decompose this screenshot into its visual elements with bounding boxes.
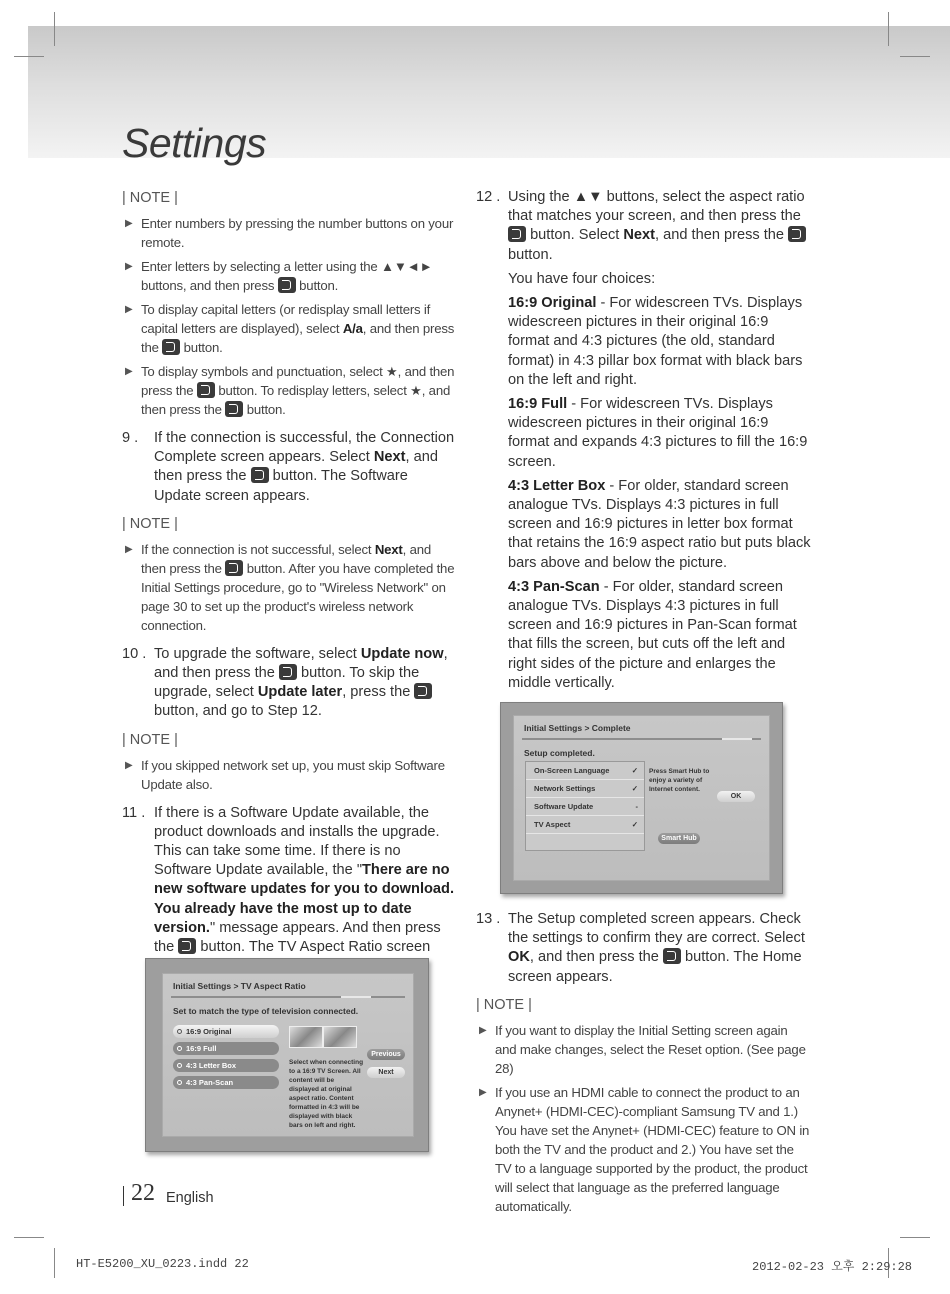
radio-icon [177, 1080, 182, 1085]
choice-text: - For widescreen TVs. Displays widescreen pictures in their original 16:9 format and 4:3 pictures (the old, standard format) in 4:3 pillar box format with black bars on the left and right. [508, 295, 803, 388]
enter-button-icon [162, 339, 180, 355]
note-heading: | NOTE | [122, 731, 178, 748]
step-text: If there is a Software Update available, the product downloads and installs the upgrade. This can take some time. If there is no Software Update available, the " [154, 804, 440, 879]
note-text: If you skipped network set up, you must skip Software Update also. [141, 757, 445, 792]
note-text: button. [183, 340, 223, 355]
step-text: , and then press the [154, 449, 438, 485]
note-list [122, 756, 457, 794]
step-number: 12 . [476, 189, 501, 205]
choice-text: - For widescreen TVs. Displays widescreen pictures in their original 16:9 format and expands 4:3 pictures to fill the 16:9 screen. [508, 396, 808, 470]
note-text: , and then press the [141, 541, 431, 576]
right-column-lower [476, 910, 811, 1226]
row-label: Software Update [534, 802, 594, 811]
page-number: 22 [131, 1180, 155, 1206]
crop-mark [900, 56, 930, 57]
enter-button-icon [414, 683, 432, 699]
note-list [122, 214, 457, 419]
choice-title: 4:3 Pan-Scan [508, 578, 600, 595]
screen-message: Setup completed. [524, 748, 595, 758]
option-4-3-pan-scan[interactable] [173, 1076, 279, 1089]
right-column [476, 188, 811, 703]
note-item [122, 257, 457, 295]
option-label: 4:3 Letter Box [186, 1061, 237, 1070]
step-bold: Update now [360, 645, 444, 662]
choice-4-3-letter-box [508, 477, 811, 573]
note-text: Enter letters by selecting a letter using the ▲▼◄► buttons, and then press [141, 259, 433, 293]
step-text: button, and go to Step 12. [154, 703, 322, 720]
progress-current [341, 996, 371, 998]
left-column [122, 188, 457, 986]
check-icon: ✓ [631, 784, 638, 793]
crop-mark [14, 1237, 44, 1238]
bullet-icon: ▶ [125, 261, 133, 272]
step-text: button. The Software Update screen appears. [154, 468, 408, 504]
note-bold: Next [374, 541, 403, 557]
radio-icon [177, 1063, 182, 1068]
ok-button[interactable]: OK [717, 791, 755, 802]
note-item [476, 1083, 811, 1216]
enter-button-icon [663, 948, 681, 964]
progress-current [722, 738, 752, 740]
step-12 [476, 188, 811, 693]
note-text: To display capital letters (or redisplay small letters if capital letters are displayed), select [141, 302, 431, 336]
step-text: To upgrade the software, select [154, 645, 357, 662]
enter-button-icon [508, 226, 526, 242]
bullet-icon: ▶ [125, 304, 133, 315]
note-text: To display symbols and punctuation, select ★, and then press the [141, 364, 455, 398]
note-item [122, 300, 457, 357]
enter-button-icon [225, 401, 243, 417]
crop-mark [54, 12, 55, 46]
step-bold: Update later [257, 684, 343, 701]
step-paragraph [508, 188, 811, 265]
screen-message: Set to match the type of television connected. [173, 1006, 359, 1016]
enter-button-icon [178, 938, 196, 954]
note-item [122, 540, 457, 635]
note-item [476, 1021, 811, 1078]
radio-icon [177, 1029, 182, 1034]
enter-button-icon [251, 467, 269, 483]
step-text: " message appears. And then press the [154, 919, 441, 956]
note-item [122, 756, 457, 794]
step-bold: There are no new software updates for you to download. You already have the most up to date version. [154, 862, 454, 936]
setup-complete-screen [500, 702, 783, 894]
note-item [122, 362, 457, 419]
page-title: Settings [122, 120, 267, 166]
choice-16-9-full [508, 395, 811, 472]
crop-mark [54, 1248, 55, 1278]
note-text: If you want to display the Initial Setting screen again and make changes, select the Reset option. (See page 28) [495, 1022, 806, 1076]
step-text: If the connection is successful, the Connection Complete screen appears. Select [154, 430, 455, 466]
note-heading: | NOTE | [122, 190, 178, 206]
step-9 [122, 429, 457, 506]
aspect-ratio-screen [145, 958, 429, 1152]
preview-image [323, 1026, 357, 1048]
option-16-9-full[interactable] [173, 1042, 279, 1055]
check-icon: ✓ [631, 766, 638, 775]
row-label: On-Screen Language [534, 766, 610, 775]
note-heading: | NOTE | [122, 515, 178, 532]
step-bold: Next [373, 449, 406, 466]
note-list [122, 540, 457, 635]
option-16-9-original[interactable] [173, 1025, 279, 1038]
smart-hub-button[interactable]: Smart Hub [658, 833, 700, 844]
step-text: button. The Home screen appears. [508, 949, 802, 985]
bullet-icon: ▶ [479, 1086, 487, 1098]
note-text: Enter numbers by pressing the number buttons on your remote. [141, 216, 454, 250]
step-13 [476, 910, 811, 987]
note-text: , and then press the [141, 321, 455, 355]
step-text: button. Select [530, 227, 620, 244]
step-text: button. The TV Aspect Ratio screen [200, 939, 431, 956]
note-text: button. After you have completed the Initial Settings procedure, go to "Wireless Network" on page 30 to set up the product's wireless network connection. [141, 560, 455, 633]
step-text: Using the ▲▼ buttons, select the aspect ratio that matches your screen, and then press the [508, 189, 805, 225]
option-label: 16:9 Full [186, 1044, 217, 1053]
page-language: English [166, 1190, 214, 1206]
enter-button-icon [225, 560, 243, 576]
summary-row [526, 762, 644, 780]
option-label: 16:9 Original [186, 1027, 232, 1036]
note-text: button. To redisplay letters, select ★, and then press the [141, 383, 451, 417]
step-text: , press the [342, 684, 411, 701]
smart-hub-hint: Press Smart Hub to enjoy a variety of Internet content. [649, 768, 710, 793]
step-paragraph: You have four choices: [508, 270, 656, 287]
next-button[interactable]: Next [367, 1067, 405, 1078]
note-text: button. [299, 278, 339, 293]
note-text: If the connection is not successful, select [141, 541, 372, 557]
step-text: , and then press the [529, 949, 659, 966]
note-bold: A/a [342, 321, 363, 336]
summary-row [526, 780, 644, 798]
step-bold: OK [508, 949, 530, 966]
step-text: , and then press the [655, 227, 785, 244]
print-slug-file: HT-E5200_XU_0223.indd 22 [76, 1257, 249, 1271]
choice-title: 16:9 Original [508, 295, 597, 312]
screen-panel [162, 973, 414, 1137]
step-number: 11 . [122, 804, 146, 821]
step-text: The Setup completed screen appears. Check the settings to confirm they are correct. Select [508, 911, 805, 947]
enter-button-icon [278, 277, 296, 293]
note-text: button. [246, 402, 286, 417]
summary-row-empty [526, 834, 644, 850]
bullet-icon: ▶ [125, 543, 133, 555]
step-text: , and then press the [154, 645, 448, 682]
step-bold: Next [623, 227, 656, 244]
bullet-icon: ▶ [125, 759, 133, 771]
screen-breadcrumb: Initial Settings > TV Aspect Ratio [173, 981, 306, 991]
enter-button-icon [279, 664, 297, 680]
choice-title: 16:9 Full [508, 396, 568, 413]
bullet-icon: ▶ [125, 366, 133, 377]
check-icon: ✓ [631, 820, 638, 829]
preview-image [289, 1026, 323, 1048]
step-number: 9 . [122, 430, 139, 446]
summary-row [526, 798, 644, 816]
row-label: Network Settings [534, 784, 596, 793]
crop-mark [900, 1237, 930, 1238]
option-4-3-letter-box[interactable] [173, 1059, 279, 1072]
screen-breadcrumb: Initial Settings > Complete [524, 723, 631, 733]
note-text: If you use an HDMI cable to connect the product to an Anynet+ (HDMI-CEC)-compliant Samsung TV and 1.) You have set the Anynet+ (HDMI-CEC) feature to ON in both the TV and the product and 2.) You have set the TV to a language supported by the product, the product will select that language as the preferred language automatically. [495, 1084, 810, 1214]
choice-title: 4:3 Letter Box [508, 477, 606, 494]
choice-text: - For older, standard screen analogue TVs. Displays 4:3 pictures in full screen and 16:9 pictures in Pan-Scan format that fills the screen, but cuts off the left and right sides of the picture and enlarges the middle vertically. [508, 578, 797, 691]
step-number: 13 . [476, 911, 501, 927]
note-list [476, 1021, 811, 1216]
enter-button-icon [788, 226, 806, 242]
settings-summary-table [525, 761, 645, 851]
previous-button[interactable]: Previous [367, 1049, 405, 1060]
row-label: TV Aspect [534, 820, 571, 829]
step-11 [122, 804, 457, 977]
note-item [122, 214, 457, 252]
crop-mark [888, 12, 889, 46]
choice-text: - For older, standard screen analogue TVs. Displays 4:3 pictures in full screen and 16:9 pictures in letter box format that retains the 16:9 aspect ratio but puts black bars above and below the picture. [508, 477, 811, 571]
note-heading: | NOTE | [476, 996, 532, 1013]
radio-icon [177, 1046, 182, 1051]
option-description: Select when connecting to a 16:9 TV Screen. All content will be displayed at original aspect ratio. Content formatted in 4:3 will be displayed with black bars on left and right. [289, 1059, 364, 1129]
print-slug-date: 2012-02-23 오후 2:29:28 [752, 1260, 913, 1274]
step-10 [122, 645, 457, 722]
footer-divider [123, 1186, 124, 1206]
step-text: button. To skip the upgrade, select [154, 665, 420, 701]
crop-mark [14, 56, 44, 57]
choice-16-9-original [508, 294, 811, 390]
step-text: button. [508, 246, 553, 263]
option-label: 4:3 Pan-Scan [186, 1078, 234, 1087]
bullet-icon: ▶ [479, 1024, 487, 1036]
summary-row [526, 816, 644, 834]
bullet-icon: ▶ [125, 218, 133, 229]
step-number: 10 . [122, 645, 147, 662]
dash-icon: - [635, 802, 638, 811]
choice-4-3-pan-scan [508, 578, 811, 693]
enter-button-icon [197, 382, 215, 398]
